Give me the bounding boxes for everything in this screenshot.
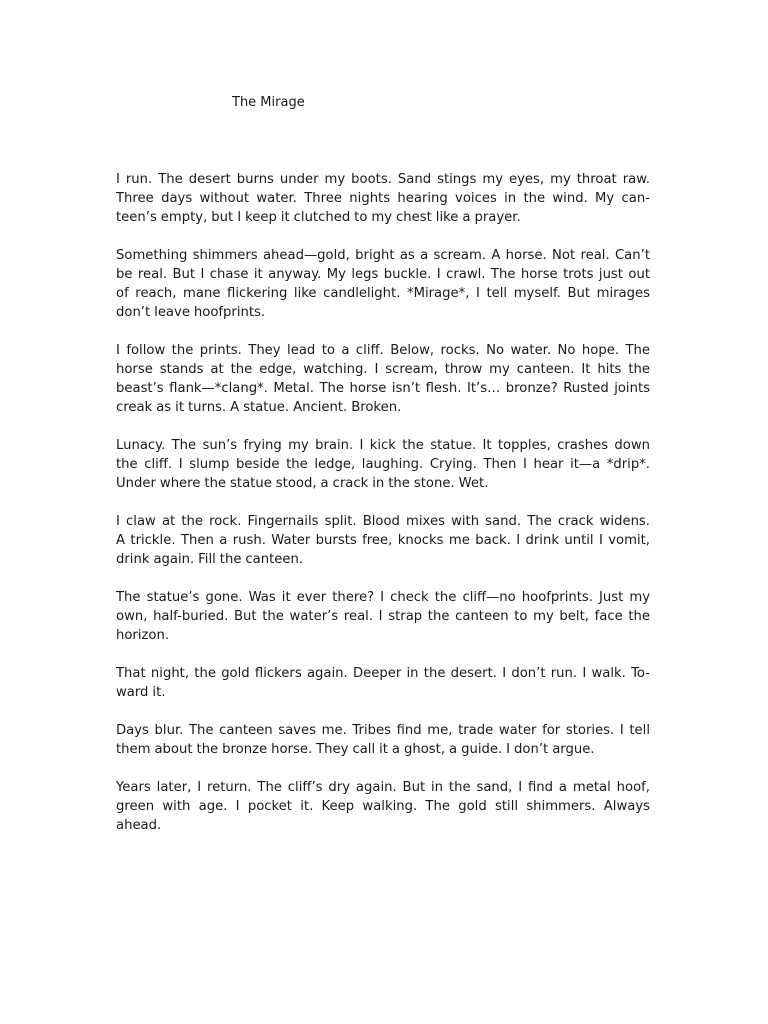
paragraph-line: Lunacy. The sun’s frying my brain. I kick the statue. It topples, crashes down — [116, 438, 650, 453]
paragraph-line: beast’s flank—*clang*. Metal. The horse isn’t flesh. It’s… bronze? Rusted joints — [116, 381, 650, 396]
paragraph-line: own, half-buried. But the water’s real. I strap the canteen to my belt, face the — [116, 609, 650, 624]
paragraph-line: don’t leave hoofprints. — [116, 305, 266, 320]
paragraph-line: I claw at the rock. Fingernails split. Blood mixes with sand. The crack widens. — [116, 514, 650, 529]
paragraph-line: Three days without water. Three nights hearing voices in the wind. My can- — [116, 191, 650, 206]
story-paragraph — [116, 721, 650, 759]
story-paragraph — [116, 588, 650, 645]
paragraph-line: the cliff. I slump beside the ledge, laughing. Crying. Then I hear it—a *drip*. — [116, 457, 650, 472]
paragraph-line: ahead. — [116, 818, 162, 833]
paragraph-line: drink again. Fill the canteen. — [116, 552, 304, 567]
paragraph-line: That night, the gold flickers again. Deeper in the desert. I don’t run. I walk. To- — [116, 666, 650, 681]
paragraph-line: A trickle. Then a rush. Water bursts free, knocks me back. I drink until I vomit, — [116, 533, 650, 548]
paragraph-line: Something shimmers ahead—gold, bright as a scream. A horse. Not real. Can’t — [116, 248, 650, 263]
story-body — [116, 170, 650, 854]
paragraph-line: I follow the prints. They lead to a cliff. Below, rocks. No water. No hope. The — [116, 343, 650, 358]
paragraph-line: teen’s empty, but I keep it clutched to my chest like a prayer. — [116, 210, 521, 225]
paragraph-line: Years later, I return. The cliff’s dry again. But in the sand, I find a metal hoof, — [116, 780, 650, 795]
paragraph-line: green with age. I pocket it. Keep walking. The gold still shimmers. Always — [116, 799, 650, 814]
paragraph-line: horizon. — [116, 628, 170, 643]
story-paragraph — [116, 170, 650, 227]
paragraph-line: Days blur. The canteen saves me. Tribes find me, trade water for stories. I tell — [116, 723, 650, 738]
paragraph-line: The statue’s gone. Was it ever there? I check the cliff—no hoofprints. Just my — [116, 590, 650, 605]
story-paragraph — [116, 664, 650, 702]
paragraph-line: Under where the statue stood, a crack in the stone. Wet. — [116, 476, 489, 491]
story-paragraph — [116, 512, 650, 569]
document-title: The Mirage — [232, 95, 305, 110]
story-paragraph — [116, 341, 650, 417]
paragraph-line: horse stands at the edge, watching. I scream, throw my canteen. It hits the — [116, 362, 650, 377]
story-paragraph — [116, 436, 650, 493]
paragraph-line: I run. The desert burns under my boots. Sand stings my eyes, my throat raw. — [116, 172, 650, 187]
paragraph-line: ward it. — [116, 685, 166, 700]
story-paragraph — [116, 778, 650, 835]
paragraph-line: be real. But I chase it anyway. My legs buckle. I crawl. The horse trots just out — [116, 267, 650, 282]
paragraph-line: of reach, mane flickering like candlelight. *Mirage*, I tell myself. But mirages — [116, 286, 650, 301]
story-paragraph — [116, 246, 650, 322]
paragraph-line: creak as it turns. A statue. Ancient. Broken. — [116, 400, 402, 415]
paragraph-line: them about the bronze horse. They call it a ghost, a guide. I don’t argue. — [116, 742, 595, 757]
